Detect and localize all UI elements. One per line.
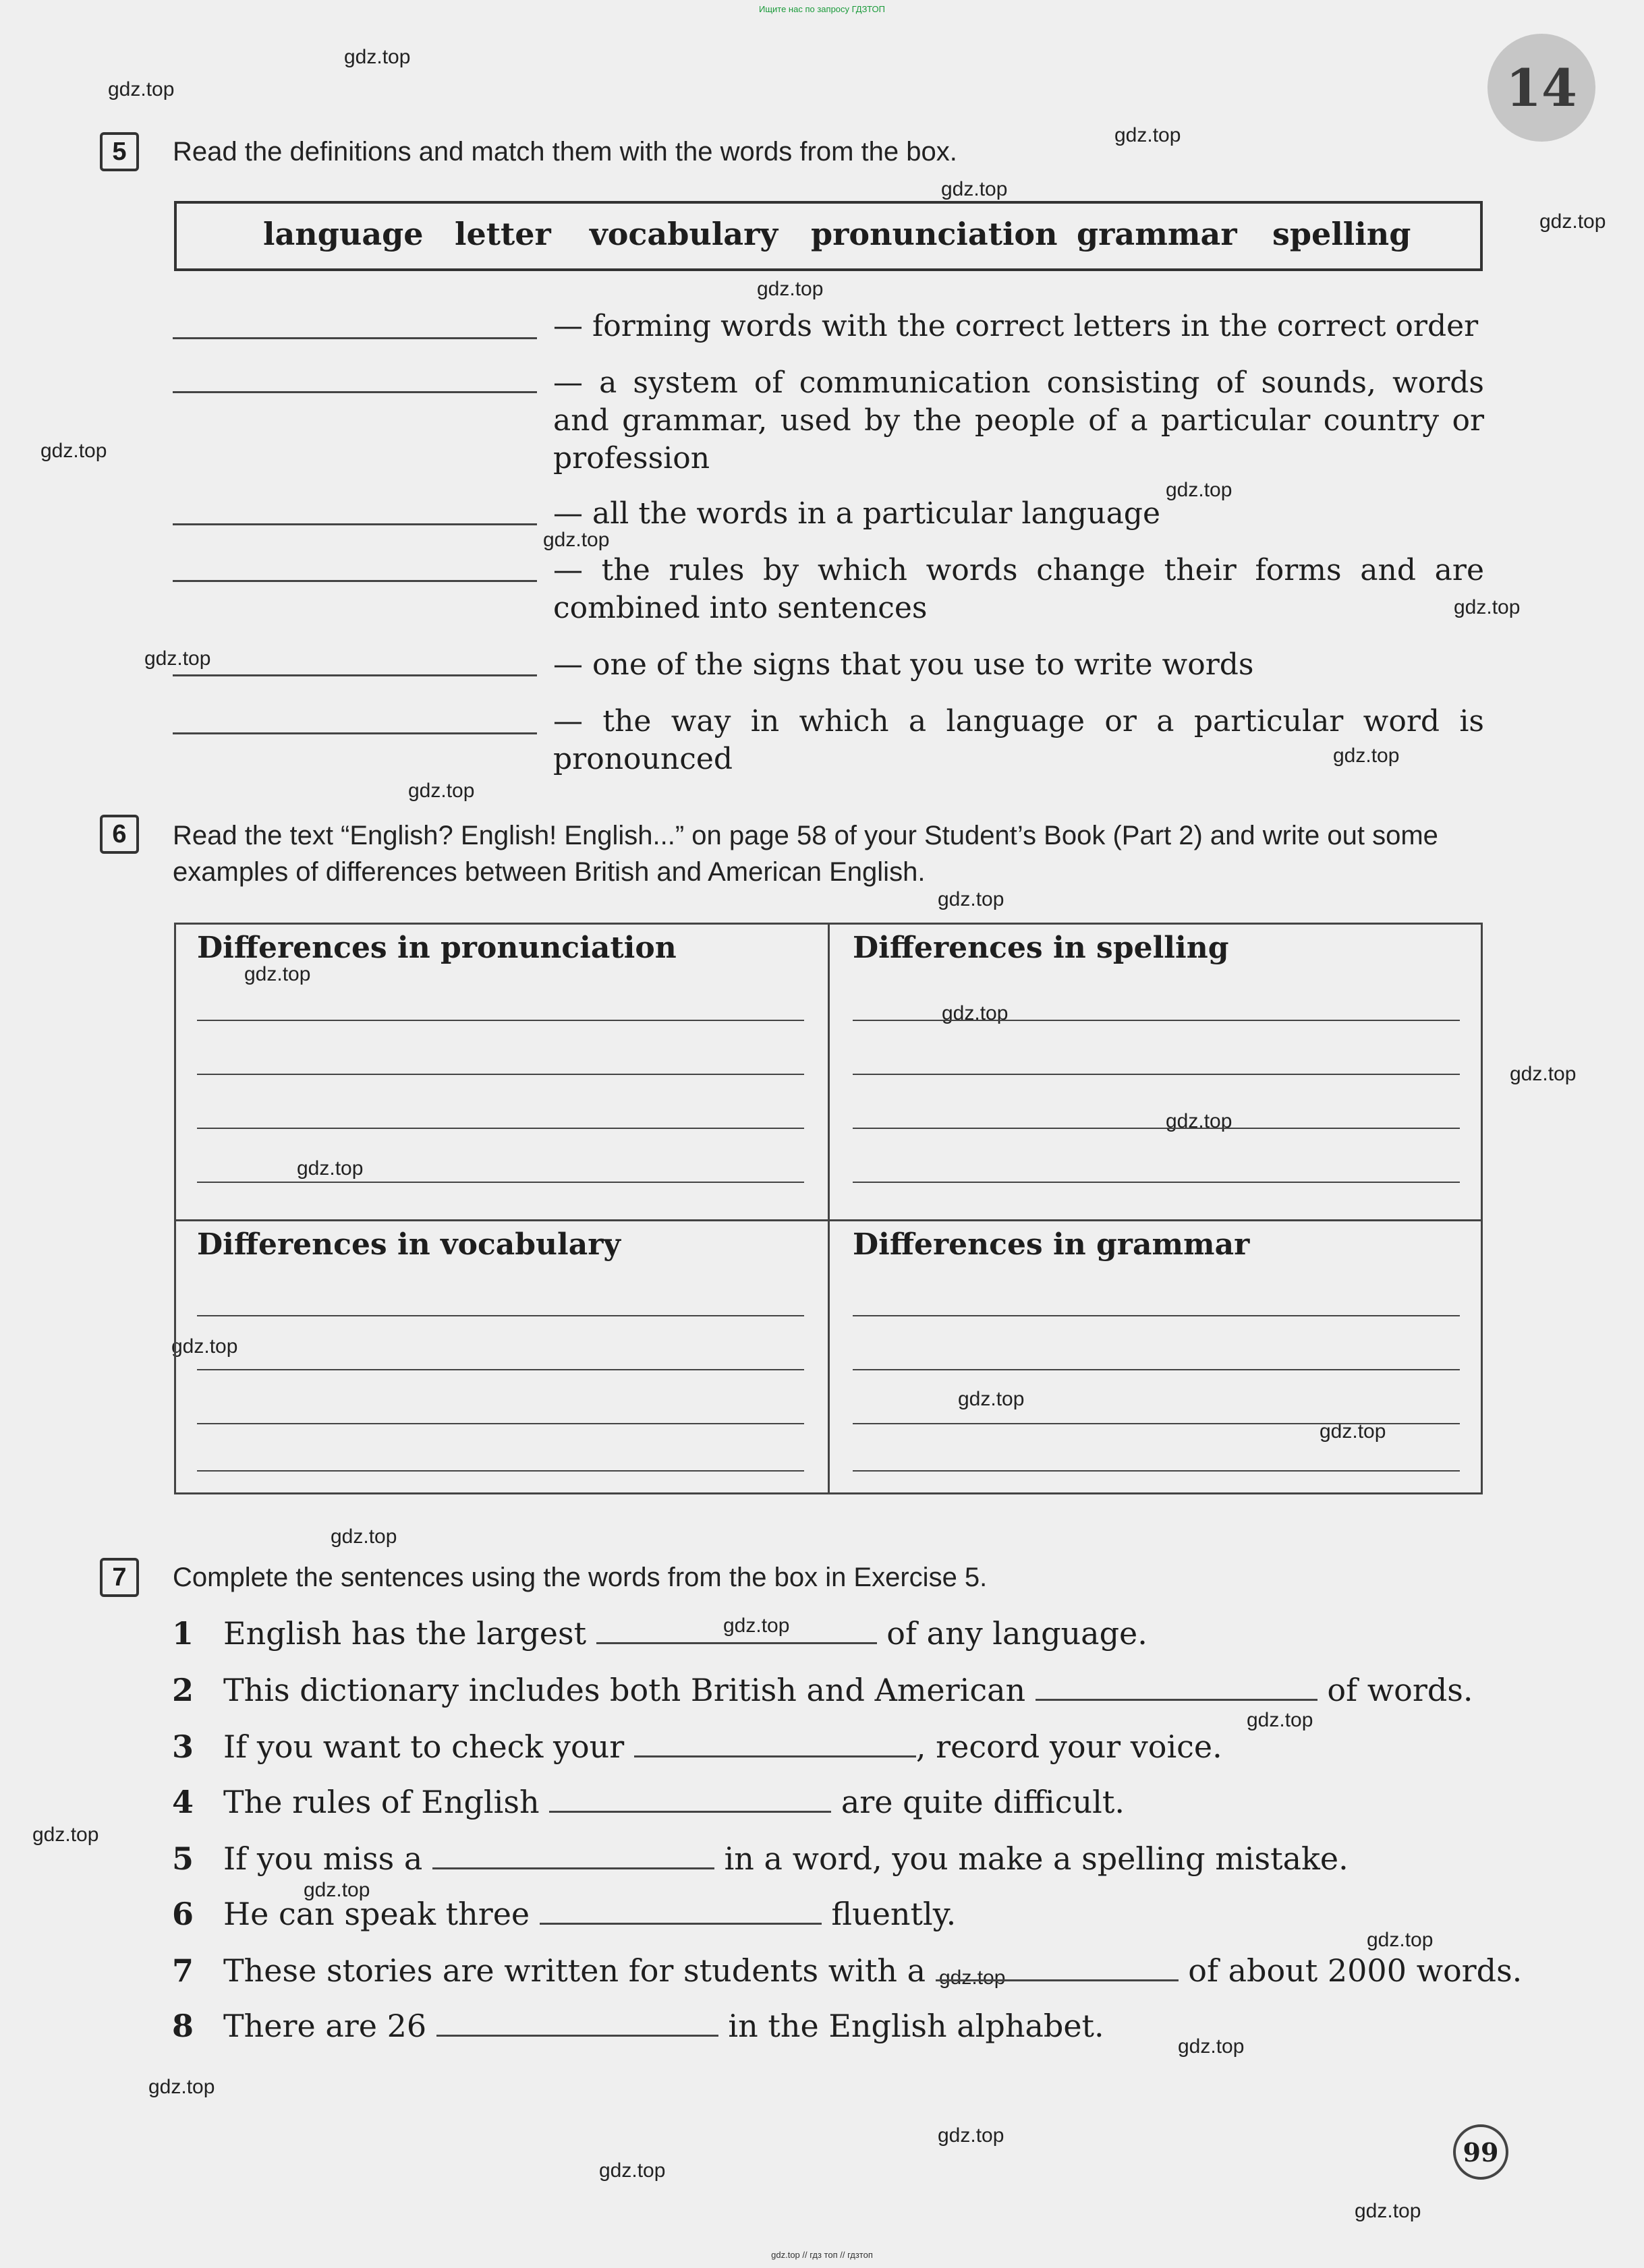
sentence [172, 1838, 1349, 1879]
sentence-start: This dictionary includes both British and American [223, 1672, 1036, 1708]
sentence [172, 1782, 1125, 1822]
watermark: gdz.top [408, 780, 475, 802]
watermark: gdz.top [942, 1002, 1009, 1024]
sentence-number: 6 [172, 1896, 194, 1932]
writing-line[interactable] [853, 1182, 1460, 1183]
watermark: gdz.top [331, 1525, 397, 1548]
sentence-blank[interactable] [540, 1896, 822, 1925]
watermark: gdz.top [543, 529, 610, 551]
watermark: gdz.top [1367, 1929, 1434, 1951]
watermark: gdz.top [297, 1157, 364, 1180]
sentence [172, 1726, 1222, 1767]
writing-line[interactable] [853, 1128, 1460, 1129]
table-divider [174, 1219, 1483, 1221]
writing-line[interactable] [853, 1423, 1460, 1424]
writing-line[interactable] [853, 1315, 1460, 1316]
sentence-end: fluently. [821, 1896, 957, 1932]
writing-line[interactable] [853, 1074, 1460, 1075]
exercise-7-instruction: Complete the sentences using the words from the box in Exercise 5. [173, 1563, 988, 1592]
writing-line[interactable] [197, 1020, 804, 1021]
exercise-5-instruction: Read the definitions and match them with the words from the box. [173, 137, 957, 167]
cell-title-grammar: Differences in grammar [853, 1227, 1250, 1262]
word-box-word: pronunciation [811, 216, 1058, 252]
watermark: gdz.top [941, 178, 1008, 200]
word-box-word: spelling [1272, 216, 1411, 252]
sentence-number: 8 [172, 2008, 194, 2044]
sentence-end: of about 2000 words. [1178, 1952, 1523, 1989]
bottom-note: gdz.top // гдз топ // гдзтоп [771, 2250, 873, 2260]
sentence-end: in a word, you make a spelling mistake. [714, 1840, 1349, 1877]
answer-blank[interactable] [173, 732, 537, 734]
exercise-6-instruction: Read the text “English? English! English...” on page 58 of your Student’s Book (Part 2) and write out some examples of differences between British and American English. [173, 821, 1438, 887]
exercise-5-number: 5 [100, 132, 139, 171]
watermark: gdz.top [1510, 1063, 1577, 1085]
unit-number-badge: 14 [1487, 34, 1595, 142]
writing-line[interactable] [197, 1369, 804, 1370]
writing-line[interactable] [197, 1470, 804, 1472]
watermark: gdz.top [1247, 1709, 1313, 1731]
watermark: gdz.top [939, 1967, 1006, 1989]
writing-line[interactable] [197, 1182, 804, 1183]
sentence-start: The rules of English [223, 1784, 550, 1820]
cell-title-pronunciation: Differences in pronunciation [197, 931, 677, 965]
cell-title-spelling: Differences in spelling [853, 931, 1229, 965]
watermark: gdz.top [148, 2076, 215, 2098]
word-box-word: language [263, 216, 424, 252]
sentence-blank[interactable] [432, 1840, 714, 1869]
sentence [172, 1894, 956, 1934]
cell-title-vocabulary: Differences in vocabulary [197, 1227, 621, 1262]
answer-blank[interactable] [173, 674, 537, 676]
sentence [172, 1613, 1147, 1654]
sentence-end: in the English alphabet. [718, 2008, 1104, 2044]
writing-line[interactable] [853, 1369, 1460, 1370]
watermark: gdz.top [757, 278, 824, 300]
top-note: Ищите нас по запросу ГДЗТОП [758, 4, 885, 14]
exercise-6-number: 6 [100, 815, 139, 854]
definition-text: — forming words with the correct letters in the correct order [553, 309, 1479, 343]
word-box [174, 201, 1483, 271]
watermark: gdz.top [1166, 1110, 1232, 1132]
sentence-start: If you miss a [223, 1840, 432, 1877]
watermark: gdz.top [1333, 745, 1400, 767]
page-number: 99 [1453, 2124, 1508, 2180]
watermark: gdz.top [344, 46, 411, 68]
watermark: gdz.top [938, 2124, 1004, 2147]
definition-text: — the rules by which words change their forms and are combined into sentences [553, 553, 1484, 625]
writing-line[interactable] [197, 1315, 804, 1316]
watermark: gdz.top [1454, 596, 1521, 618]
watermark: gdz.top [171, 1335, 238, 1358]
answer-blank[interactable] [173, 580, 537, 582]
watermark: gdz.top [1355, 2200, 1421, 2222]
sentence-number: 4 [172, 1784, 194, 1820]
answer-blank[interactable] [173, 391, 537, 393]
word-box-word: grammar [1077, 216, 1237, 252]
watermark: gdz.top [958, 1388, 1025, 1410]
sentence-end: are quite difficult. [831, 1784, 1125, 1820]
definition-text: — a system of communication consisting of sounds, words and grammar, used by the people of a particular country or profession [553, 366, 1484, 475]
sentence-blank[interactable] [936, 1952, 1179, 1981]
sentence-blank[interactable] [1036, 1672, 1317, 1701]
table-divider [828, 923, 830, 1494]
definition-text: — one of the signs that you use to write words [553, 647, 1254, 682]
watermark: gdz.top [108, 78, 175, 100]
sentence-start: English has the largest [223, 1615, 596, 1652]
watermark: gdz.top [599, 2159, 666, 2182]
writing-line[interactable] [197, 1074, 804, 1075]
sentence-blank[interactable] [436, 2008, 718, 2037]
sentence-blank[interactable] [634, 1728, 916, 1757]
sentence-start: If you want to check your [223, 1728, 634, 1765]
watermark: gdz.top [244, 963, 311, 985]
sentence-blank[interactable] [596, 1615, 877, 1644]
definition-text: — the way in which a language or a particular word is pronounced [553, 704, 1484, 776]
exercise-7-number: 7 [100, 1558, 139, 1597]
sentence-start: There are 26 [223, 2008, 436, 2044]
sentence-number: 7 [172, 1952, 194, 1989]
watermark: gdz.top [1320, 1420, 1386, 1443]
writing-line[interactable] [197, 1423, 804, 1424]
sentence-blank[interactable] [549, 1784, 831, 1813]
sentence-end: of any language. [876, 1615, 1147, 1652]
watermark: gdz.top [32, 1824, 99, 1846]
sentence-number: 2 [172, 1672, 194, 1708]
watermark: gdz.top [40, 440, 107, 462]
watermark: gdz.top [144, 647, 211, 670]
writing-line[interactable] [197, 1128, 804, 1129]
sentence [172, 1670, 1473, 1710]
word-box-word: letter [455, 216, 551, 252]
definition-text: — all the words in a particular language [553, 496, 1161, 531]
watermark: gdz.top [938, 888, 1004, 910]
watermark: gdz.top [1178, 2035, 1245, 2058]
watermark: gdz.top [1166, 479, 1232, 501]
sentence [172, 1950, 1522, 1991]
writing-line[interactable] [853, 1470, 1460, 1472]
writing-line[interactable] [853, 1020, 1460, 1021]
sentence-number: 1 [172, 1615, 194, 1652]
sentence-end: , record your voice. [915, 1728, 1222, 1765]
answer-blank[interactable] [173, 523, 537, 525]
watermark: gdz.top [1114, 124, 1181, 146]
watermark: gdz.top [723, 1615, 790, 1637]
sentence-start: He can speak three [223, 1896, 540, 1932]
sentence [172, 2006, 1104, 2046]
word-box-word: vocabulary [590, 216, 778, 252]
watermark: gdz.top [1539, 210, 1606, 233]
sentence-number: 5 [172, 1840, 194, 1877]
answer-blank[interactable] [173, 337, 537, 339]
watermark: gdz.top [304, 1879, 370, 1901]
sentence-start: These stories are written for students with a [223, 1952, 936, 1989]
sentence-end: of words. [1317, 1672, 1473, 1708]
sentence-number: 3 [172, 1728, 194, 1765]
